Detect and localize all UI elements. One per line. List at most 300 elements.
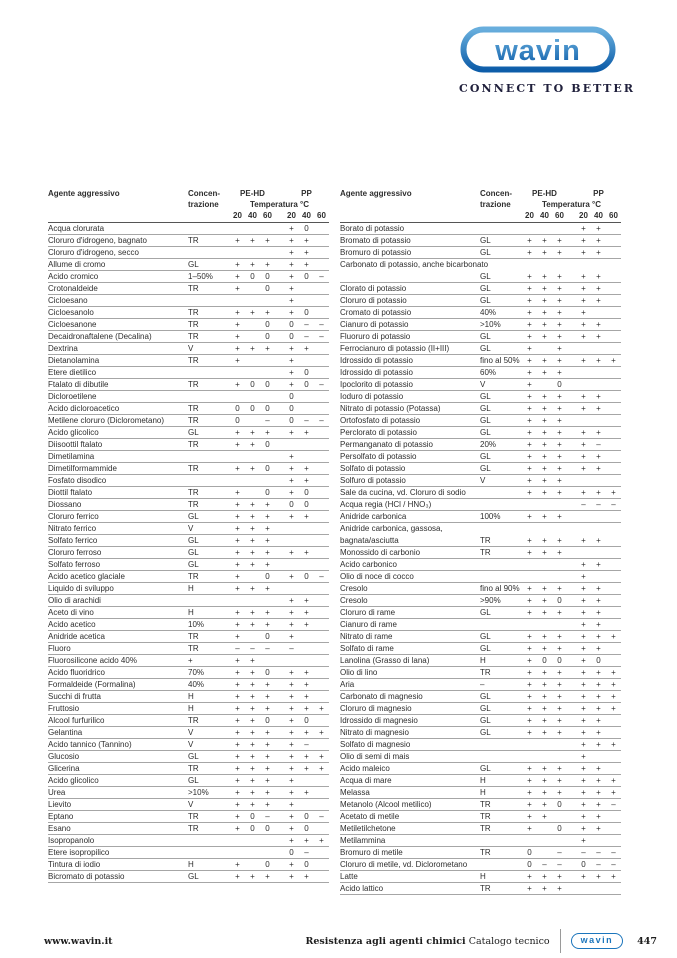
resistance-value: + bbox=[596, 236, 601, 245]
column-spacer bbox=[275, 500, 284, 511]
resistance-value: + bbox=[235, 728, 240, 737]
col-header-agent: Agente aggressivo bbox=[48, 189, 120, 198]
temp-col-label: 20 bbox=[287, 211, 296, 220]
concentration-value: GL bbox=[480, 716, 491, 725]
resistance-value: + bbox=[581, 656, 586, 665]
column-spacer bbox=[567, 572, 576, 583]
agent-name: Dextrina bbox=[48, 344, 78, 353]
resistance-value: + bbox=[265, 584, 270, 593]
column-spacer bbox=[275, 848, 284, 859]
agent-name: Solfato ferrico bbox=[48, 536, 98, 545]
concentration-value: 60% bbox=[480, 368, 497, 377]
concentration-value: GL bbox=[480, 464, 491, 473]
resistance-value: + bbox=[527, 296, 532, 305]
temp-col-label: 40 bbox=[248, 211, 257, 220]
resistance-value: + bbox=[235, 800, 240, 809]
resistance-value: + bbox=[542, 884, 547, 893]
concentration-value: TR bbox=[188, 812, 199, 821]
agent-name: Cloruro d'idrogeno, secco bbox=[48, 248, 139, 257]
resistance-value: + bbox=[557, 404, 562, 413]
resistance-value: + bbox=[542, 332, 547, 341]
table-row bbox=[48, 607, 329, 619]
resistance-value: + bbox=[304, 236, 309, 245]
resistance-value: 0 bbox=[250, 380, 255, 389]
resistance-value bbox=[245, 632, 260, 643]
agent-name: Permanganato di potassio bbox=[340, 440, 433, 449]
table-row bbox=[48, 595, 329, 607]
resistance-value bbox=[314, 524, 329, 535]
resistance-value bbox=[314, 800, 329, 811]
resistance-value: + bbox=[581, 668, 586, 677]
resistance-value: + bbox=[527, 548, 532, 557]
col-header-pp: PP bbox=[593, 189, 604, 198]
concentration-value: GL bbox=[188, 560, 199, 569]
concentration-value: V bbox=[480, 476, 486, 485]
column-spacer bbox=[567, 512, 576, 523]
resistance-value bbox=[314, 356, 329, 367]
resistance-value: + bbox=[265, 548, 270, 557]
resistance-value: 0 bbox=[265, 404, 270, 413]
table-row bbox=[340, 835, 621, 847]
resistance-value: – bbox=[319, 380, 324, 389]
resistance-value: + bbox=[542, 236, 547, 245]
resistance-value: – bbox=[611, 800, 616, 809]
table-row bbox=[340, 667, 621, 679]
table-row bbox=[340, 283, 621, 295]
table-row bbox=[48, 763, 329, 775]
resistance-value: + bbox=[289, 824, 294, 833]
resistance-value: + bbox=[235, 872, 240, 881]
table-row bbox=[48, 739, 329, 751]
resistance-value bbox=[245, 488, 260, 499]
resistance-value: + bbox=[304, 464, 309, 473]
agent-name: Acido glicolico bbox=[48, 776, 99, 785]
table-row bbox=[48, 775, 329, 787]
resistance-value: – bbox=[542, 860, 547, 869]
resistance-value: + bbox=[542, 800, 547, 809]
concentration-value: V bbox=[188, 524, 194, 533]
resistance-value: + bbox=[596, 620, 601, 629]
resistance-value bbox=[606, 884, 621, 895]
resistance-value: + bbox=[289, 704, 294, 713]
concentration-value: TR bbox=[188, 332, 199, 341]
column-spacer bbox=[275, 512, 284, 523]
resistance-value bbox=[606, 836, 621, 847]
resistance-value: – bbox=[304, 416, 309, 425]
resistance-value: + bbox=[596, 296, 601, 305]
concentration-value: V bbox=[188, 728, 194, 737]
resistance-value bbox=[299, 296, 314, 307]
concentration-value bbox=[188, 596, 230, 607]
column-spacer bbox=[275, 440, 284, 451]
resistance-value: + bbox=[289, 740, 294, 749]
concentration-value: TR bbox=[188, 284, 199, 293]
resistance-value bbox=[230, 248, 245, 259]
resistance-value: + bbox=[581, 272, 586, 281]
table-row bbox=[340, 319, 621, 331]
concentration-value: + bbox=[188, 656, 193, 665]
resistance-value bbox=[284, 536, 299, 547]
resistance-value bbox=[230, 296, 245, 307]
agent-name: Cresolo bbox=[340, 584, 368, 593]
column-spacer bbox=[275, 764, 284, 775]
resistance-value bbox=[245, 248, 260, 259]
resistance-value: + bbox=[265, 680, 270, 689]
temp-col-label: 20 bbox=[233, 211, 242, 220]
column-spacer bbox=[567, 740, 576, 751]
resistance-value bbox=[314, 512, 329, 523]
agent-name: Alcool furfurilico bbox=[48, 716, 105, 725]
resistance-value: + bbox=[250, 344, 255, 353]
column-spacer bbox=[275, 428, 284, 439]
agent-name: Acido acetico bbox=[48, 620, 96, 629]
resistance-value bbox=[591, 572, 606, 583]
resistance-value bbox=[552, 560, 567, 571]
resistance-value: + bbox=[542, 548, 547, 557]
table-row bbox=[48, 571, 329, 583]
resistance-value: + bbox=[557, 284, 562, 293]
resistance-value: + bbox=[265, 524, 270, 533]
table-row bbox=[48, 559, 329, 571]
resistance-value bbox=[537, 836, 552, 847]
resistance-value: + bbox=[250, 872, 255, 881]
table-row bbox=[48, 703, 329, 715]
resistance-value: – bbox=[319, 572, 324, 581]
resistance-value: + bbox=[557, 728, 562, 737]
resistance-value: + bbox=[319, 752, 324, 761]
column-spacer bbox=[275, 464, 284, 475]
concentration-value bbox=[188, 224, 230, 235]
resistance-value: + bbox=[557, 584, 562, 593]
resistance-value bbox=[245, 476, 260, 487]
resistance-value: + bbox=[250, 260, 255, 269]
resistance-value bbox=[299, 776, 314, 787]
concentration-value: GL bbox=[188, 548, 199, 557]
resistance-value: + bbox=[611, 776, 616, 785]
resistance-value: + bbox=[235, 488, 240, 497]
agent-name: Urea bbox=[48, 788, 66, 797]
resistance-value: 0 bbox=[542, 656, 547, 665]
column-spacer bbox=[275, 236, 284, 247]
table-left-rows bbox=[48, 223, 329, 883]
agent-name: Acido lattico bbox=[340, 884, 384, 893]
agent-name: Carbonato di potassio, anche bicarbonato bbox=[340, 260, 489, 269]
resistance-value bbox=[591, 548, 606, 559]
resistance-value: + bbox=[235, 560, 240, 569]
concentration-value: TR bbox=[188, 236, 199, 245]
resistance-value: – bbox=[611, 848, 616, 857]
table-row bbox=[340, 547, 621, 559]
resistance-value: + bbox=[596, 560, 601, 569]
resistance-value: + bbox=[235, 332, 240, 341]
resistance-value bbox=[314, 248, 329, 259]
agent-name: Idrossido di potassio bbox=[340, 368, 413, 377]
resistance-value: + bbox=[557, 392, 562, 401]
agent-name: Idrossido di potassio bbox=[340, 356, 413, 365]
resistance-value: 0 bbox=[304, 308, 309, 317]
resistance-value: + bbox=[581, 608, 586, 617]
table-row bbox=[48, 331, 329, 343]
resistance-value: + bbox=[542, 320, 547, 329]
column-spacer bbox=[567, 368, 576, 379]
table-row bbox=[48, 367, 329, 379]
resistance-value: + bbox=[235, 704, 240, 713]
resistance-value bbox=[260, 596, 275, 607]
resistance-value: + bbox=[596, 272, 601, 281]
resistance-value: + bbox=[304, 836, 309, 845]
agent-name: Cloruro di metile, vd. Diclorometano bbox=[340, 860, 468, 869]
resistance-value: + bbox=[611, 632, 616, 641]
resistance-value bbox=[606, 824, 621, 835]
concentration-value: TR bbox=[188, 644, 199, 653]
resistance-value bbox=[314, 452, 329, 463]
resistance-value: + bbox=[250, 500, 255, 509]
column-spacer bbox=[567, 392, 576, 403]
concentration-value bbox=[188, 296, 230, 307]
resistance-value: + bbox=[527, 476, 532, 485]
table-row bbox=[340, 823, 621, 835]
resistance-value: + bbox=[235, 536, 240, 545]
resistance-value: + bbox=[527, 632, 532, 641]
resistance-value bbox=[576, 368, 591, 379]
resistance-value bbox=[537, 500, 552, 511]
resistance-value: + bbox=[596, 728, 601, 737]
resistance-value: – bbox=[265, 644, 270, 653]
table-row bbox=[340, 487, 621, 499]
resistance-value: – bbox=[319, 332, 324, 341]
resistance-value: + bbox=[581, 296, 586, 305]
resistance-value: 0 bbox=[250, 272, 255, 281]
column-spacer bbox=[275, 812, 284, 823]
column-spacer bbox=[567, 476, 576, 487]
agent-name: Nitrato di potassio (Potassa) bbox=[340, 404, 441, 413]
concentration-value: TR bbox=[188, 356, 199, 365]
concentration-value: TR bbox=[188, 500, 199, 509]
resistance-value: + bbox=[596, 716, 601, 725]
resistance-value bbox=[314, 536, 329, 547]
resistance-value: + bbox=[581, 692, 586, 701]
col-header-agent: Agente aggressivo bbox=[340, 189, 412, 198]
footer-url: www.wavin.it bbox=[44, 935, 113, 947]
resistance-value: + bbox=[527, 344, 532, 353]
resistance-value: + bbox=[304, 596, 309, 605]
column-spacer bbox=[567, 380, 576, 391]
agent-name: Cloruro di potassio bbox=[340, 296, 407, 305]
resistance-value bbox=[591, 416, 606, 427]
resistance-value: + bbox=[596, 608, 601, 617]
resistance-value: + bbox=[250, 428, 255, 437]
resistance-value: + bbox=[581, 572, 586, 581]
resistance-value: + bbox=[289, 668, 294, 677]
resistance-value: + bbox=[250, 524, 255, 533]
resistance-value: + bbox=[235, 824, 240, 833]
table-row bbox=[340, 643, 621, 655]
resistance-value bbox=[606, 380, 621, 391]
resistance-value: + bbox=[596, 800, 601, 809]
concentration-value: TR bbox=[188, 572, 199, 581]
table-row bbox=[340, 655, 621, 667]
table-row bbox=[48, 679, 329, 691]
column-spacer bbox=[275, 800, 284, 811]
resistance-value bbox=[299, 800, 314, 811]
column-spacer bbox=[275, 752, 284, 763]
resistance-value bbox=[606, 464, 621, 475]
agent-name: Acido acetico glaciale bbox=[48, 572, 125, 581]
agent-name: Olio di arachidi bbox=[48, 596, 101, 605]
resistance-value: + bbox=[265, 260, 270, 269]
concentration-value: TR bbox=[480, 848, 491, 857]
resistance-value bbox=[606, 572, 621, 583]
concentration-value: TR bbox=[480, 536, 491, 545]
concentration-value: H bbox=[188, 860, 194, 869]
resistance-value: 0 bbox=[304, 380, 309, 389]
resistance-value: + bbox=[542, 536, 547, 545]
column-spacer bbox=[567, 236, 576, 247]
column-spacer bbox=[567, 488, 576, 499]
resistance-value: + bbox=[542, 464, 547, 473]
resistance-value: + bbox=[596, 452, 601, 461]
concentration-value: TR bbox=[188, 416, 199, 425]
resistance-value bbox=[576, 416, 591, 427]
resistance-value bbox=[606, 296, 621, 307]
table-row-name-overflow bbox=[340, 259, 621, 271]
resistance-value: + bbox=[542, 776, 547, 785]
resistance-value bbox=[314, 488, 329, 499]
column-spacer bbox=[567, 464, 576, 475]
resistance-value bbox=[591, 884, 606, 895]
column-spacer bbox=[275, 548, 284, 559]
resistance-value: 0 bbox=[265, 716, 270, 725]
table-row bbox=[48, 415, 329, 427]
agent-name: Succhi di frutta bbox=[48, 692, 101, 701]
resistance-value bbox=[606, 608, 621, 619]
resistance-value: + bbox=[557, 344, 562, 353]
page-footer bbox=[44, 926, 657, 956]
agent-name: Olio di noce di cocco bbox=[340, 572, 414, 581]
resistance-value: + bbox=[611, 356, 616, 365]
resistance-value: + bbox=[250, 788, 255, 797]
table-row bbox=[48, 823, 329, 835]
resistance-value bbox=[606, 440, 621, 451]
concentration-value: GL bbox=[480, 428, 491, 437]
resistance-value: + bbox=[557, 248, 562, 257]
resistance-value: + bbox=[581, 236, 586, 245]
concentration-value: TR bbox=[188, 824, 199, 833]
resistance-value: + bbox=[265, 692, 270, 701]
resistance-value: + bbox=[596, 740, 601, 749]
resistance-value: + bbox=[304, 692, 309, 701]
resistance-value bbox=[522, 620, 537, 631]
concentration-value: >10% bbox=[188, 788, 209, 797]
resistance-value bbox=[299, 560, 314, 571]
resistance-value bbox=[576, 512, 591, 523]
agent-name: Olio di semi di mais bbox=[340, 752, 410, 761]
column-spacer bbox=[567, 404, 576, 415]
table-row bbox=[340, 715, 621, 727]
column-spacer bbox=[275, 860, 284, 871]
agent-name: Carbonato di magnesio bbox=[340, 692, 423, 701]
resistance-value: + bbox=[289, 452, 294, 461]
resistance-value: 0 bbox=[250, 824, 255, 833]
resistance-value: + bbox=[527, 728, 532, 737]
resistance-value: + bbox=[265, 500, 270, 509]
agent-name: Latte bbox=[340, 872, 358, 881]
concentration-value: 10% bbox=[188, 620, 205, 629]
column-spacer bbox=[275, 416, 284, 427]
resistance-value bbox=[299, 644, 314, 655]
resistance-value: + bbox=[596, 464, 601, 473]
column-spacer bbox=[275, 392, 284, 403]
resistance-value: + bbox=[557, 644, 562, 653]
agent-name: Clorato di potassio bbox=[340, 284, 407, 293]
resistance-value bbox=[314, 236, 329, 247]
resistance-value: + bbox=[289, 608, 294, 617]
resistance-value bbox=[245, 452, 260, 463]
resistance-value bbox=[591, 476, 606, 487]
resistance-value: 0 bbox=[304, 368, 309, 377]
table-row bbox=[48, 547, 329, 559]
resistance-value: + bbox=[581, 776, 586, 785]
resistance-value: 0 bbox=[250, 812, 255, 821]
concentration-value: H bbox=[188, 608, 194, 617]
resistance-value: + bbox=[289, 596, 294, 605]
column-spacer bbox=[275, 680, 284, 691]
temp-col-label: 40 bbox=[594, 211, 603, 220]
resistance-value: + bbox=[235, 284, 240, 293]
agent-name: Ioduro di potassio bbox=[340, 392, 404, 401]
column-spacer bbox=[275, 308, 284, 319]
resistance-value: + bbox=[542, 716, 547, 725]
resistance-value: 0 bbox=[235, 404, 240, 413]
resistance-value: 0 bbox=[596, 656, 601, 665]
agent-name: Cicloesanone bbox=[48, 320, 97, 329]
resistance-value: 0 bbox=[289, 848, 294, 857]
resistance-value: + bbox=[289, 548, 294, 557]
resistance-value bbox=[260, 836, 275, 847]
column-spacer bbox=[567, 836, 576, 847]
concentration-value: GL bbox=[480, 728, 491, 737]
resistance-value: + bbox=[289, 860, 294, 869]
concentration-value bbox=[188, 848, 230, 859]
concentration-value: GL bbox=[188, 260, 199, 269]
column-spacer bbox=[567, 824, 576, 835]
resistance-value bbox=[260, 368, 275, 379]
resistance-value bbox=[299, 584, 314, 595]
resistance-value: + bbox=[235, 356, 240, 365]
resistance-value: – bbox=[319, 416, 324, 425]
concentration-value: TR bbox=[480, 812, 491, 821]
table-row bbox=[340, 787, 621, 799]
resistance-value bbox=[314, 440, 329, 451]
agent-name: bagnata/asciutta bbox=[340, 536, 399, 545]
agent-name: Fosfato disodico bbox=[48, 476, 107, 485]
resistance-value bbox=[245, 416, 260, 427]
resistance-value: + bbox=[289, 308, 294, 317]
column-spacer bbox=[567, 848, 576, 859]
resistance-value: + bbox=[235, 860, 240, 869]
resistance-value: + bbox=[581, 536, 586, 545]
resistance-value: + bbox=[289, 296, 294, 305]
resistance-value: + bbox=[581, 488, 586, 497]
resistance-value: + bbox=[542, 296, 547, 305]
resistance-value: + bbox=[250, 548, 255, 557]
resistance-value bbox=[537, 848, 552, 859]
concentration-value: TR bbox=[188, 488, 199, 497]
column-spacer bbox=[567, 596, 576, 607]
column-spacer bbox=[275, 788, 284, 799]
table-row bbox=[340, 751, 621, 763]
resistance-value: + bbox=[289, 632, 294, 641]
